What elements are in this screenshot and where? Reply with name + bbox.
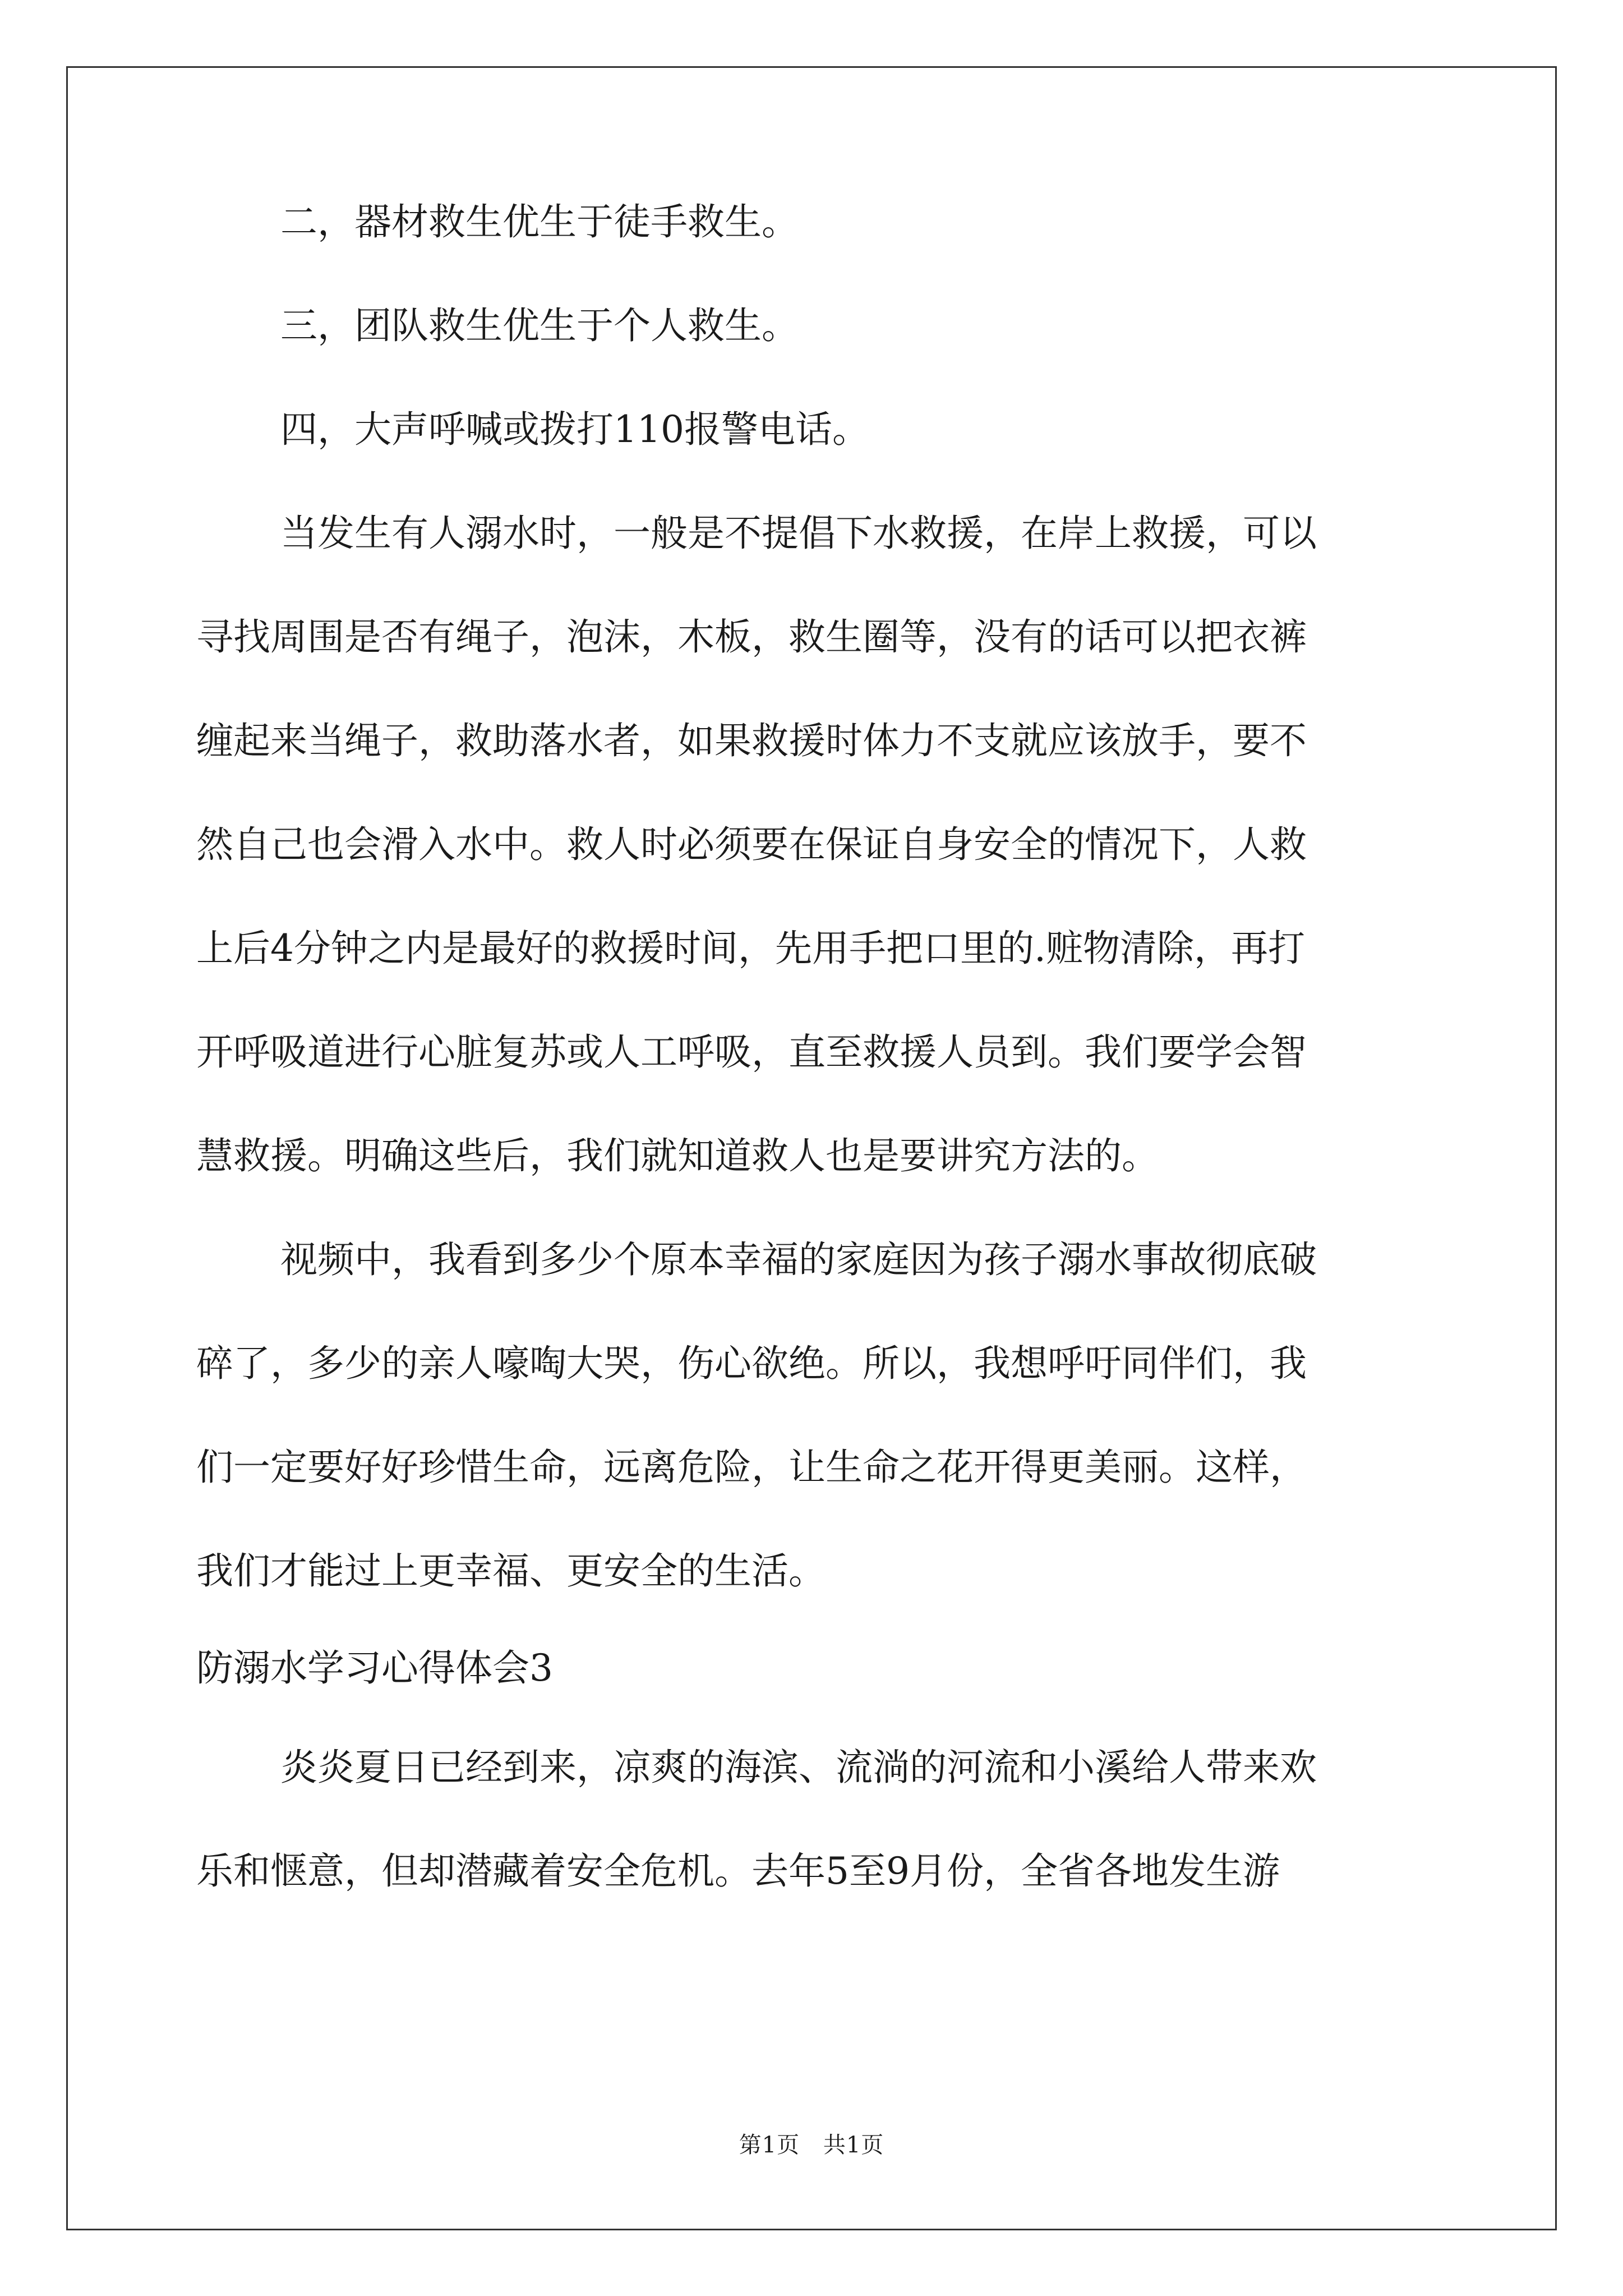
paragraph-line: 上后4分钟之内是最好的救援时间，先用手把口里的.赃物清除，再打	[196, 927, 1305, 970]
paragraph-line: 视频中，我看到多少个原本幸福的家庭因为孩子溺水事故彻底破	[280, 1238, 1317, 1281]
paragraph-line: 二，器材救生优生于徒手救生。	[280, 200, 799, 243]
paragraph-line: 炎炎夏日已经到来，凉爽的海滨、流淌的河流和小溪给人带来欢	[280, 1746, 1317, 1789]
page-footer	[0, 2127, 1623, 2159]
paragraph-line: 然自己也会滑入水中。救人时必须要在保证自身安全的情况下，人救	[196, 823, 1307, 866]
paragraph-line: 碎了，多少的亲人嚎啕大哭，伤心欲绝。所以，我想呼吁同伴们，我	[196, 1342, 1307, 1385]
paragraph-line: 我们才能过上更幸福、更安全的生活。	[196, 1549, 826, 1593]
paragraph-line: 们一定要好好珍惜生命，远离危险，让生命之花开得更美丽。这样，	[196, 1446, 1307, 1489]
paragraph-line: 缠起来当绳子，救助落水者，如果救援时体力不支就应该放手，要不	[196, 719, 1307, 762]
paragraph-line: 寻找周围是否有绳子，泡沫，木板，救生圈等，没有的话可以把衣裤	[196, 615, 1307, 659]
paragraph-line: 当发生有人溺水时，一般是不提倡下水救援，在岸上救援，可以	[280, 512, 1317, 555]
section-heading: 防溺水学习心得体会3	[196, 1646, 553, 1690]
paragraph-line: 三，团队救生优生于个人救生。	[280, 304, 799, 347]
page-total: 共1页	[823, 2132, 884, 2158]
paragraph-line: 慧救援。明确这些后，我们就知道救人也是要讲究方法的。	[196, 1134, 1159, 1177]
paragraph-line: 乐和惬意，但却潜藏着安全危机。去年5至9月份，全省各地发生游	[196, 1849, 1280, 1893]
page-number: 第1页	[739, 2132, 800, 2158]
paragraph-line: 开呼吸道进行心脏复苏或人工呼吸，直至救援人员到。我们要学会智	[196, 1030, 1307, 1074]
paragraph-line: 四，大声呼喊或拨打110报警电话。	[280, 408, 869, 451]
